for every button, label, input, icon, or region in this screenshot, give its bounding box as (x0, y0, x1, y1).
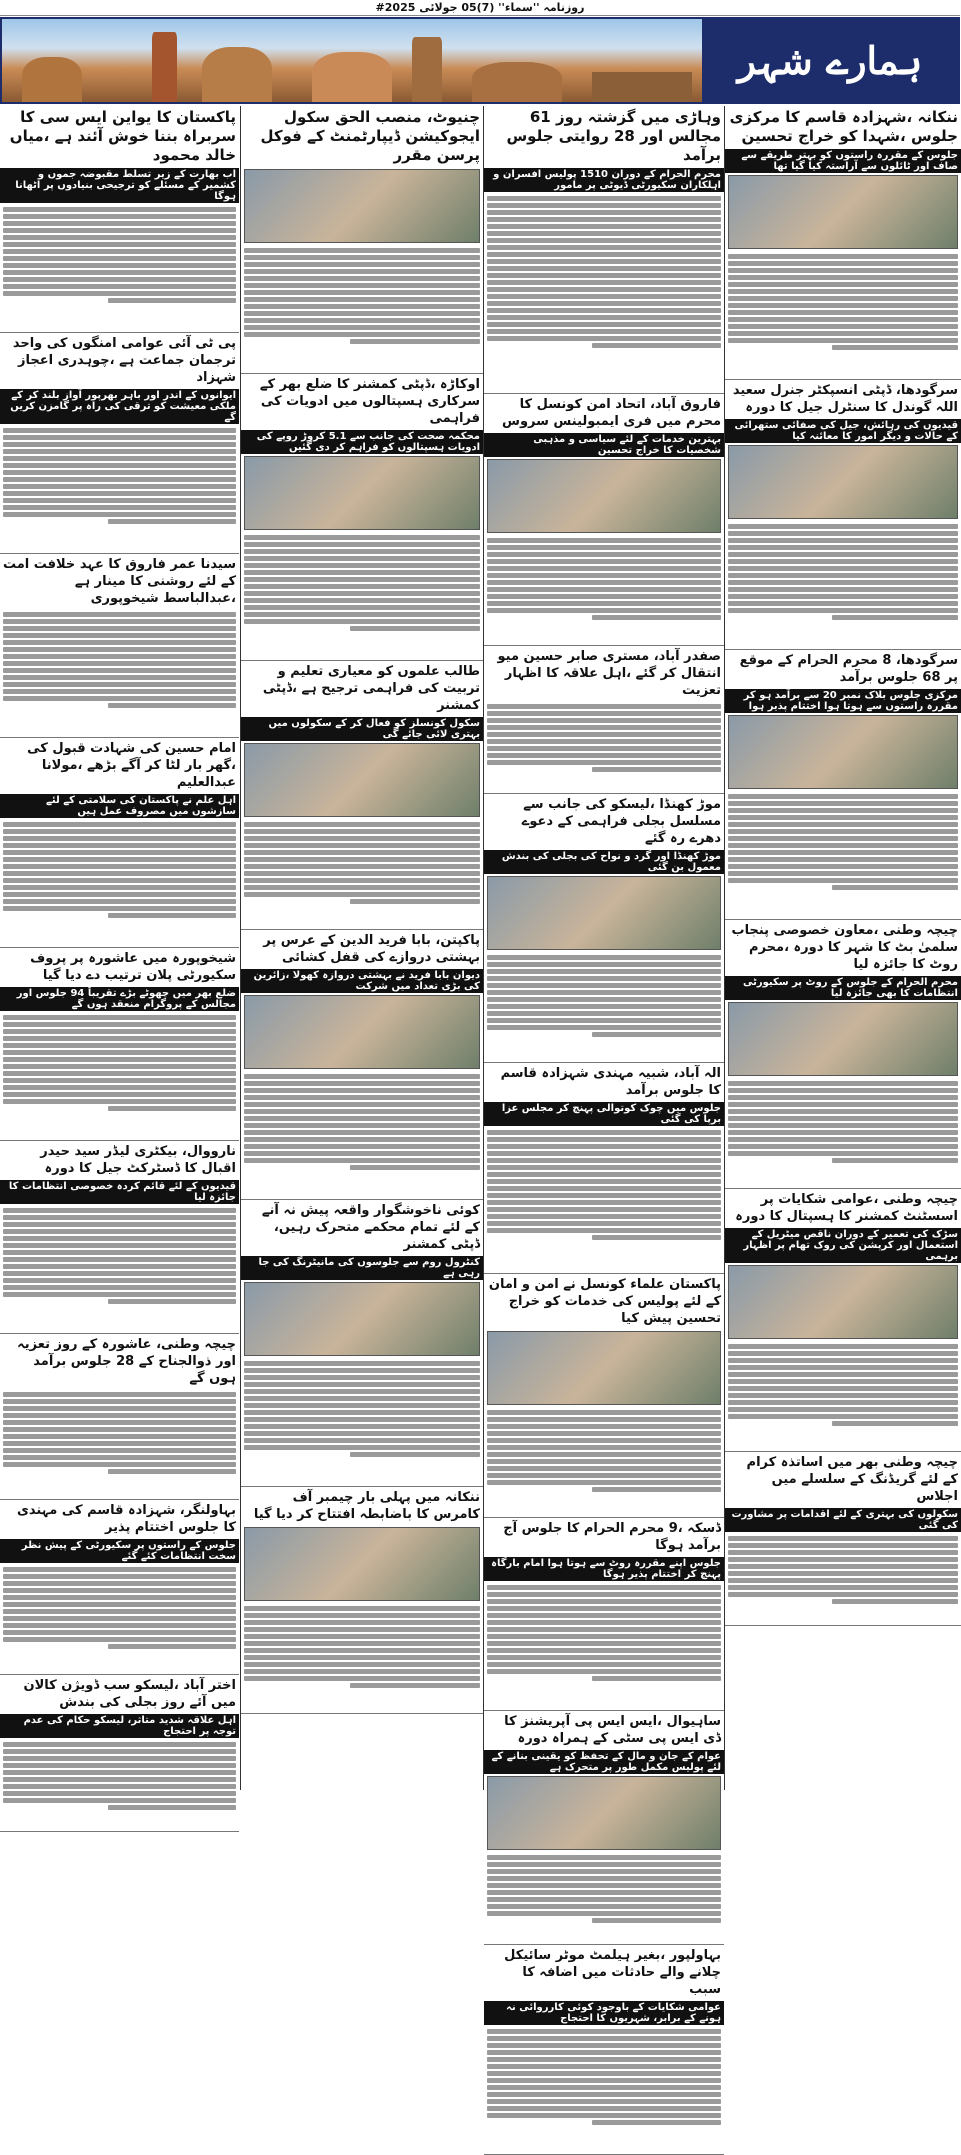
section-banner (0, 17, 960, 104)
story-body-text (0, 1389, 239, 1499)
news-story (0, 1500, 239, 1675)
story-body-text (725, 1078, 961, 1188)
story-photo (244, 1282, 480, 1356)
story-body-text (0, 609, 239, 737)
story-headline: سرگودھا، ڈپٹی انسپکٹر جنرل سعید اللہ گوندل کا سنٹرل جیل کا دورہ (732, 383, 958, 415)
column-2 (483, 106, 724, 2024)
story-photo (728, 1002, 958, 1076)
story-subheadline: جلوس اپنے مقررہ روٹ سے ہوتا ہوا امام بارگاہ پہنچ کر اختتام پذیر ہوگا (484, 1557, 724, 1581)
story-headline: پاکستان علماء کونسل نے امن و امان کے لئے پولیس کی خدمات کو خراج تحسین پیش کیا (488, 1277, 721, 1326)
story-body-text (484, 535, 724, 645)
story-subheadline: عوامی شکایات کے باوجود کوئی کارروائی نہ ہونے کے برابر، شہریوں کا احتجاج (484, 2001, 724, 2025)
news-story (0, 948, 239, 1141)
news-story (0, 1334, 239, 1500)
story-subheadline: محکمہ صحت کی جانب سے 5.1 کروڑ روپے کی ادویات ہسپتالوں کو فراہم کر دی گئیں (241, 430, 483, 454)
story-body-text (484, 952, 724, 1062)
story-photo (487, 459, 721, 533)
story-subheadline: اب بھارت کے زیر تسلط مقبوضہ جموں و کشمیر کے مسئلے کو ترجیحی بنیادوں پر اٹھانا ہوگا (0, 168, 239, 203)
story-headline: فاروق آباد، اتحاد امن کونسل کا محرم میں فری ایمبولینس سروس (502, 397, 721, 429)
story-subheadline: اہل علم نے پاکستان کی سلامتی کے لئے سازشوں میں مصروف عمل ہیں (0, 794, 239, 818)
story-headline: ساہیوال ،ایس ایس پی آپریشنز کا ڈی ایس پی سٹی کے ہمراہ دورہ (504, 1714, 721, 1746)
story-body-text (484, 1407, 724, 1517)
story-subheadline: جلوس کے مقررہ راستوں کو بہتر طریقے سے صاف اور ٹائلوں سے آراستہ کیا گیا تھا (725, 149, 961, 173)
story-headline: الہ آباد، شبیہ مہندی شہزادہ قاسم کا جلوس برآمد (500, 1066, 721, 1098)
news-story (484, 794, 724, 1063)
story-headline: موڑ کھنڈا ،لیسکو کی جانب سے مسلسل بجلی فراہمی کے دعوے دھرے رہ گئے (521, 797, 721, 846)
story-headline: پی ٹی آئی عوامی امنگوں کی واحد ترجمان جماعت ہے ،چوہدری اعجاز شہزاد (12, 336, 236, 385)
story-headline: چنیوٹ، منصب الحق سکول ایجوکیشن ڈیپارٹمنٹ کے فوکل پرسن مقرر (260, 108, 480, 164)
column-3 (240, 106, 483, 1790)
story-subheadline: ایوانوں کے اندر اور باہر بھرپور آواز بلند کر کے ملکی معیشت کو ترقی کی راہ پر گامزن کریں گے (0, 389, 239, 424)
news-story (484, 1945, 724, 2155)
story-headline: بہاولپور ،بغیر ہیلمٹ موٹر سائیکل چلانے والے حادثات میں اضافہ کا سبب (504, 1948, 721, 1997)
news-story (484, 1274, 724, 1518)
story-photo (728, 1265, 958, 1339)
story-subheadline: ضلع بھر میں چھوٹے بڑے تقریباً 94 جلوس اور مجالس کے پروگرام منعقد ہوں گے (0, 987, 239, 1011)
story-body-text (484, 1582, 724, 1710)
story-subheadline: عوام کے جان و مال کے تحفظ کو یقینی بنانے کے لئے پولیس مکمل طور پر متحرک ہے (484, 1750, 724, 1774)
news-story (241, 661, 483, 930)
story-headline: صفدر آباد، مستری صابر حسین میو انتقال کر گئے ،اہل علاقہ کا اظہار تعزیت (497, 649, 721, 698)
story-subheadline: مرکزی جلوس بلاک نمبر 20 سے برآمد ہو کر مقررہ راستوں سے ہوتا ہوا اختتام پذیر ہوا (725, 689, 961, 713)
news-story (484, 1711, 724, 1945)
news-story (241, 1487, 483, 1714)
date-line: روزنامہ ''سماء'' (7)05 جولائی 2025# (0, 0, 960, 16)
news-story (0, 1675, 239, 1832)
story-photo (487, 1776, 721, 1850)
story-body-text (0, 1739, 239, 1831)
story-headline: وہاڑی میں گزشتہ روز 61 مجالس اور 28 روایتی جلوس برآمد (506, 108, 721, 164)
story-subheadline: اہل علاقہ شدید متاثر، لیسکو حکام کی عدم توجہ پر احتجاج (0, 1714, 239, 1738)
story-subheadline: بہترین خدمات کے لئے سیاسی و مذہبی شخصیات کا خراج تحسین (484, 433, 724, 457)
story-body-text (0, 819, 239, 947)
story-subheadline: جلوس کے راستوں پر سکیورٹی کے پیش نظر سخت انتظامات کئے گئے (0, 1539, 239, 1563)
city-landmarks-collage (2, 19, 702, 102)
story-headline: چیچہ وطنی ،عوامی شکایات پر اسسٹنٹ کمشنر کا ہسپتال کا دورہ (735, 1192, 958, 1224)
story-body-text (0, 1012, 239, 1140)
section-title: ہمارے شہر (702, 19, 958, 102)
story-subheadline: محرم الحرام کے دوران 1510 پولیس افسران و اہلکاران سکیورٹی ڈیوٹی پر مامور (484, 168, 724, 192)
story-headline: ڈسکہ ،9 محرم الحرام کا جلوس آج برآمد ہوگا (503, 1521, 721, 1553)
story-headline: سیدنا عمر فاروق کا عہد خلافت امت کے لئے روشنی کا مینار ہے ،عبدالباسط شیخوپوری (2, 557, 236, 606)
story-subheadline: قیدیوں کے لئے قائم کردہ خصوصی انتظامات کا جائزہ لیا (0, 1180, 239, 1204)
story-body-text (0, 204, 239, 332)
story-headline: چیچہ وطنی، عاشورہ کے روز تعزیہ اور ذوالجناح کے 28 جلوس برآمد ہوں گے (17, 1337, 236, 1386)
story-body-text (0, 1205, 239, 1333)
news-story (484, 646, 724, 794)
story-headline: پاکستان کا یواین ایس سی کا سربراہ بننا خوش آئند ہے ،میاں خالد محمود (9, 108, 236, 164)
column-4 (0, 106, 239, 1790)
story-headline: کوئی ناخوشگوار واقعہ پیش نہ آنے کے لئے تمام محکمے متحرک رہیں، ڈپٹی کمشنر (261, 1203, 480, 1252)
story-photo (728, 445, 958, 519)
news-story (725, 380, 961, 650)
news-story (241, 930, 483, 1200)
story-headline: ننکانہ ،شہزادہ قاسم کا مرکزی جلوس ،شہدا کو خراج تحسین (729, 108, 958, 145)
story-body-text (725, 1533, 961, 1625)
story-headline: شیخوپورہ میں عاشورہ پر پروف سکیورٹی پلان ترتیب دے دیا گیا (30, 951, 236, 983)
story-body-text (725, 251, 961, 379)
story-body-text (484, 2026, 724, 2154)
news-story (725, 650, 961, 920)
story-body-text (725, 791, 961, 919)
news-story (725, 1189, 961, 1452)
story-body-text (725, 1341, 961, 1451)
story-body-text (241, 819, 483, 929)
story-body-text (484, 1852, 724, 1944)
news-story (0, 554, 239, 738)
story-headline: طالب علموں کو معیاری تعلیم و تربیت کی فراہمی ترجیح ہے ،ڈپٹی کمشنر (262, 664, 480, 713)
story-body-text (241, 245, 483, 373)
story-photo (487, 876, 721, 950)
story-subheadline: سکول کونسلز کو فعال کر کے سکولوں میں بہتری لائی جائے گی (241, 717, 483, 741)
story-subheadline: دیوان بابا فرید نے بہشتی دروازہ کھولا ،زائرین کی بڑی تعداد میں شرکت (241, 969, 483, 993)
story-body-text (484, 193, 724, 393)
story-headline: چیچہ وطنی بھر میں اساتذہ کرام کے لئے گریڈنگ کے سلسلے میں اجلاس (746, 1455, 958, 1504)
column-1 (724, 106, 961, 1790)
news-story (725, 1452, 961, 1626)
story-headline: سرگودھا، 8 محرم الحرام کے موقع پر 68 جلوس برآمد (739, 653, 958, 685)
news-story (241, 106, 483, 374)
story-subheadline: کنٹرول روم سے جلوسوں کی مانیٹرنگ کی جا رہی ہے (241, 1256, 483, 1280)
story-photo (244, 169, 480, 243)
story-subheadline: موڑ کھنڈا اور گرد و نواح کی بجلی کی بندش معمول بن گئی (484, 850, 724, 874)
news-story (484, 1063, 724, 1274)
story-headline: چیچہ وطنی ،معاون خصوصی پنجاب سلمیٰ بٹ کا شہر کا دورہ ،محرم روٹ کا جائزہ لیا (731, 923, 958, 972)
story-body-text (241, 532, 483, 660)
story-body-text (241, 1358, 483, 1486)
story-subheadline: قیدیوں کی رہائش، جیل کی صفائی ستھرائی کے حالات و دیگر امور کا معائنہ کیا (725, 419, 961, 443)
story-headline: پاکپتن، بابا فرید الدین کے عرس پر بہشتی دروازے کی قفل کشائی (263, 933, 480, 965)
news-story (0, 738, 239, 948)
news-story (0, 333, 239, 554)
story-body-text (484, 701, 724, 793)
story-headline: اوکاڑہ ،ڈپٹی کمشنر کا ضلع بھر کے سرکاری ہسپتالوں میں ادویات کی فراہمی (259, 377, 480, 426)
news-story (725, 920, 961, 1189)
story-body-text (725, 521, 961, 649)
news-story (484, 1518, 724, 1711)
news-story (0, 106, 239, 333)
story-subheadline: سڑک کی تعمیر کے دوران ناقص میٹریل کے استعمال اور کرپشن کی روک تھام پر اظہار برہمی (725, 1228, 961, 1263)
story-photo (487, 1331, 721, 1405)
story-headline: امام حسین کی شہادت قبول کی ،گھر بار لٹا کر آگے بڑھے ،مولانا عبدالعلیم (27, 741, 236, 790)
story-subheadline: جلوس میں چوک کوتوالی پہنچ کر مجلس عزا برپا کی گئی (484, 1102, 724, 1126)
story-headline: ننکانہ میں پہلی بار چیمبر آف کامرس کا باضابطہ افتتاح کر دیا گیا (253, 1490, 480, 1522)
story-headline: اختر آباد ،لیسکو سب ڈویژن کالان میں آئے روز بجلی کی بندش (23, 1678, 236, 1710)
news-story (0, 1141, 239, 1334)
news-story (241, 374, 483, 661)
story-body-text (0, 425, 239, 553)
story-headline: بہاولنگر، شہزادہ قاسم کی مہندی کا جلوس اختتام پذیر (16, 1503, 236, 1535)
story-body-text (0, 1564, 239, 1674)
story-subheadline: سکولوں کی بہتری کے لئے اقدامات پر مشاورت کی گئی (725, 1508, 961, 1532)
news-story (241, 1200, 483, 1487)
story-subheadline: محرم الحرام کے جلوس کے روٹ پر سکیورٹی انتظامات کا بھی جائزہ لیا (725, 976, 961, 1000)
story-photo (728, 175, 958, 249)
story-photo (244, 995, 480, 1069)
story-headline: نارووال، بیکٹری لیڈر سید حیدر اقبال کا ڈسٹرکٹ جیل کا دورہ (40, 1144, 236, 1176)
story-body-text (484, 1127, 724, 1273)
news-story (484, 394, 724, 646)
story-photo (244, 743, 480, 817)
story-photo (244, 456, 480, 530)
story-body-text (241, 1071, 483, 1199)
story-body-text (241, 1603, 483, 1713)
story-photo (244, 1527, 480, 1601)
story-photo (728, 715, 958, 789)
news-story (725, 106, 961, 380)
news-story (484, 106, 724, 394)
